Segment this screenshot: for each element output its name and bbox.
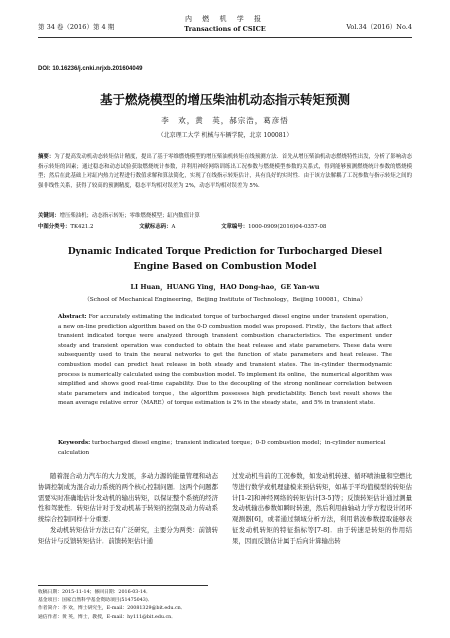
abstract-en-label: Abstract: bbox=[58, 314, 87, 320]
body-column-right bbox=[232, 471, 412, 547]
title-en-line1: Dynamic Indicated Torque Prediction for Turbocharged Diesel bbox=[67, 247, 383, 257]
affiliation-en: （School of Mechanical Engineering，Beijing Institute of Technology，Beijing 100081，China） bbox=[83, 297, 367, 303]
keywords-cn-text: 增压柴油机；动态指示转矩；零维燃烧模型；缸内数值计算 bbox=[59, 213, 200, 219]
doi: DOI: 10.16236/j.cnki.nrjxb.201604049 bbox=[38, 66, 143, 72]
journal-name-en: Transactions of CSICE bbox=[184, 25, 266, 33]
keywords-cn bbox=[38, 211, 412, 219]
volume-issue-en: Vol.34（2016）No.4 bbox=[346, 23, 412, 31]
abstract-cn-label: 摘要： bbox=[38, 154, 55, 160]
footnote-received: 收稿日期：2015-11-14；修回日期：2016-03-14． bbox=[38, 590, 151, 595]
volume-issue-cn: 第 34 卷（2016）第 4 期 bbox=[38, 23, 115, 31]
footnote bbox=[38, 589, 268, 622]
abstract-cn bbox=[38, 153, 412, 191]
body-column-left bbox=[38, 471, 218, 547]
doc-code-value: A bbox=[171, 224, 176, 230]
body-paragraph: 随着混合动力汽车的大力发展，多动力源的能量管理和动态协调控制成为混合动力系统的两个核心控制问题．这两个问题都需要实时准确地估计发动机的输出转矩，以保证整个系统的经济性和驾驶性．转矩估计对于发动机基于转矩的控制及动力传动系统综合控制同样十分重要． bbox=[38, 472, 218, 524]
class-number-value: TK421.2 bbox=[70, 224, 94, 230]
journal-name-cn: 内 燃 机 学 报 bbox=[185, 15, 265, 23]
journal-name bbox=[184, 14, 265, 33]
article-number-value: 1000-0909(2016)04-0357-08 bbox=[248, 224, 327, 230]
keywords-en bbox=[58, 439, 392, 458]
running-header bbox=[38, 14, 412, 36]
doc-code-label: 文献标志码： bbox=[139, 224, 172, 230]
abstract-cn-text: 为了提高发动机动态转矩估计精度，提出了基于零维燃烧模型的增压柴油机转矩在线预测方法．首先从增压柴油机动态燃烧特性出发，分析了影响动态指示转矩的因素；通过稳态和动态试验获取燃烧统计参数，并利用神经网络训练出工况参数与燃烧模型参数的关系式，得到能够预测燃烧统计参数的燃烧模型；然后在此基础上对缸内热力过程进行数值求解和算法简化，实现了在线指示转矩估计，具有良好的实时性．由于该方法解耦了工况参数与指示转矩之间的强非线性关系，获得了较高的预测精度，稳态平均相对误差为 2%，动态平均相对误差为 5%． bbox=[38, 154, 412, 189]
keywords-cn-label: 关键词： bbox=[38, 213, 60, 219]
article-number-label: 文章编号： bbox=[221, 224, 249, 230]
header-rule bbox=[38, 37, 412, 38]
footnote-contact: 通信作者：黄 英，博士，教授，E-mail：hy111@bit.edu.cn． bbox=[38, 614, 177, 620]
footnote-rule bbox=[38, 585, 208, 586]
authors-cn: 李 欢，黄 英，郝宗浩，葛彦悟 bbox=[161, 116, 289, 125]
footnote-author: 作者简介：李 欢，博士研究生，E-mail：20081329@bit.edu.cn． bbox=[38, 606, 186, 612]
class-number-label: 中图分类号： bbox=[38, 224, 71, 230]
body-paragraph: 过发动机当前的工况参数，如发动机转速、循环喷油量和空燃比等进行数学或机理建模来预估转矩，如基于平均值模型的转矩估计[1-2]和神经网络的转矩估计[3-5]等；反馈转矩估计通过测量发动机输出参数如瞬时转速，然后利用曲轴动力学方程设计闭环观测器[6]，或者通过频域分析方法，利用谐波参数提取能够表征发动机转矩的特征指标等[7-8]．由于转速是转矩的作用结果，因而反馈估计属于后向计算输出转 bbox=[232, 472, 412, 545]
keywords-en-text: turbocharged diesel engine；transient indicated torque；0-D combustion model；in-cylinder numerical calculation bbox=[58, 440, 386, 456]
abstract-en-text: For accurately estimating the indicated torque of turbocharged diesel engine under transient operation，a new on-line prediction algorithm based on the 0-D combustion model was proposed. Firstly，the factors that affect transient indicated torque were analyzed through transient combustion characteristics. The experiment under steady and transient operation was conducted to obtain the heat release and state parameters. These data were subsequently used to train the neural networks to get the function of state parameters and heat release. The combustion model can predict heat release in both steady and transient states. The in-cylinder thermodynamic process is numerically calculated using the combustion model. To implement its online，the numerical algorithm was simplified and shows good real-time capability. Due to the decoupling of the strong nonlinear correlation between state parameters and indicated torque，the algorithm possesses high predictability. Bench test result shows the mean average relative error（MARE）of torque estimation is 2% in the steady state，and 5% in transient state. bbox=[58, 314, 392, 407]
classification-line bbox=[38, 222, 412, 230]
affiliation-cn: （北京理工大学 机械与车辆学院，北京 100081） bbox=[157, 132, 293, 139]
abstract-en bbox=[58, 313, 392, 409]
doc-code bbox=[139, 222, 197, 230]
title-cn: 基于燃烧模型的增压柴油机动态指示转矩预测 bbox=[99, 92, 350, 107]
title-en-line2: Engine Based on Combustion Model bbox=[133, 262, 317, 272]
class-number bbox=[38, 222, 115, 230]
article-number bbox=[221, 222, 348, 230]
title-en bbox=[0, 245, 450, 275]
keywords-en-label: Keywords: bbox=[58, 440, 91, 446]
body-paragraph: 发动机转矩估计方法已有广泛研究，主要分为两类：前馈转矩估计与反馈转矩估计．前馈转矩估计通 bbox=[38, 525, 218, 545]
footnote-fund: 基金项目：国家自然科学基金资助项目(51475043)． bbox=[38, 598, 153, 604]
body-text bbox=[38, 471, 412, 561]
authors-en: LI Huan，HUANG Ying，HAO Dong-hao，GE Yan-wu bbox=[130, 283, 320, 291]
